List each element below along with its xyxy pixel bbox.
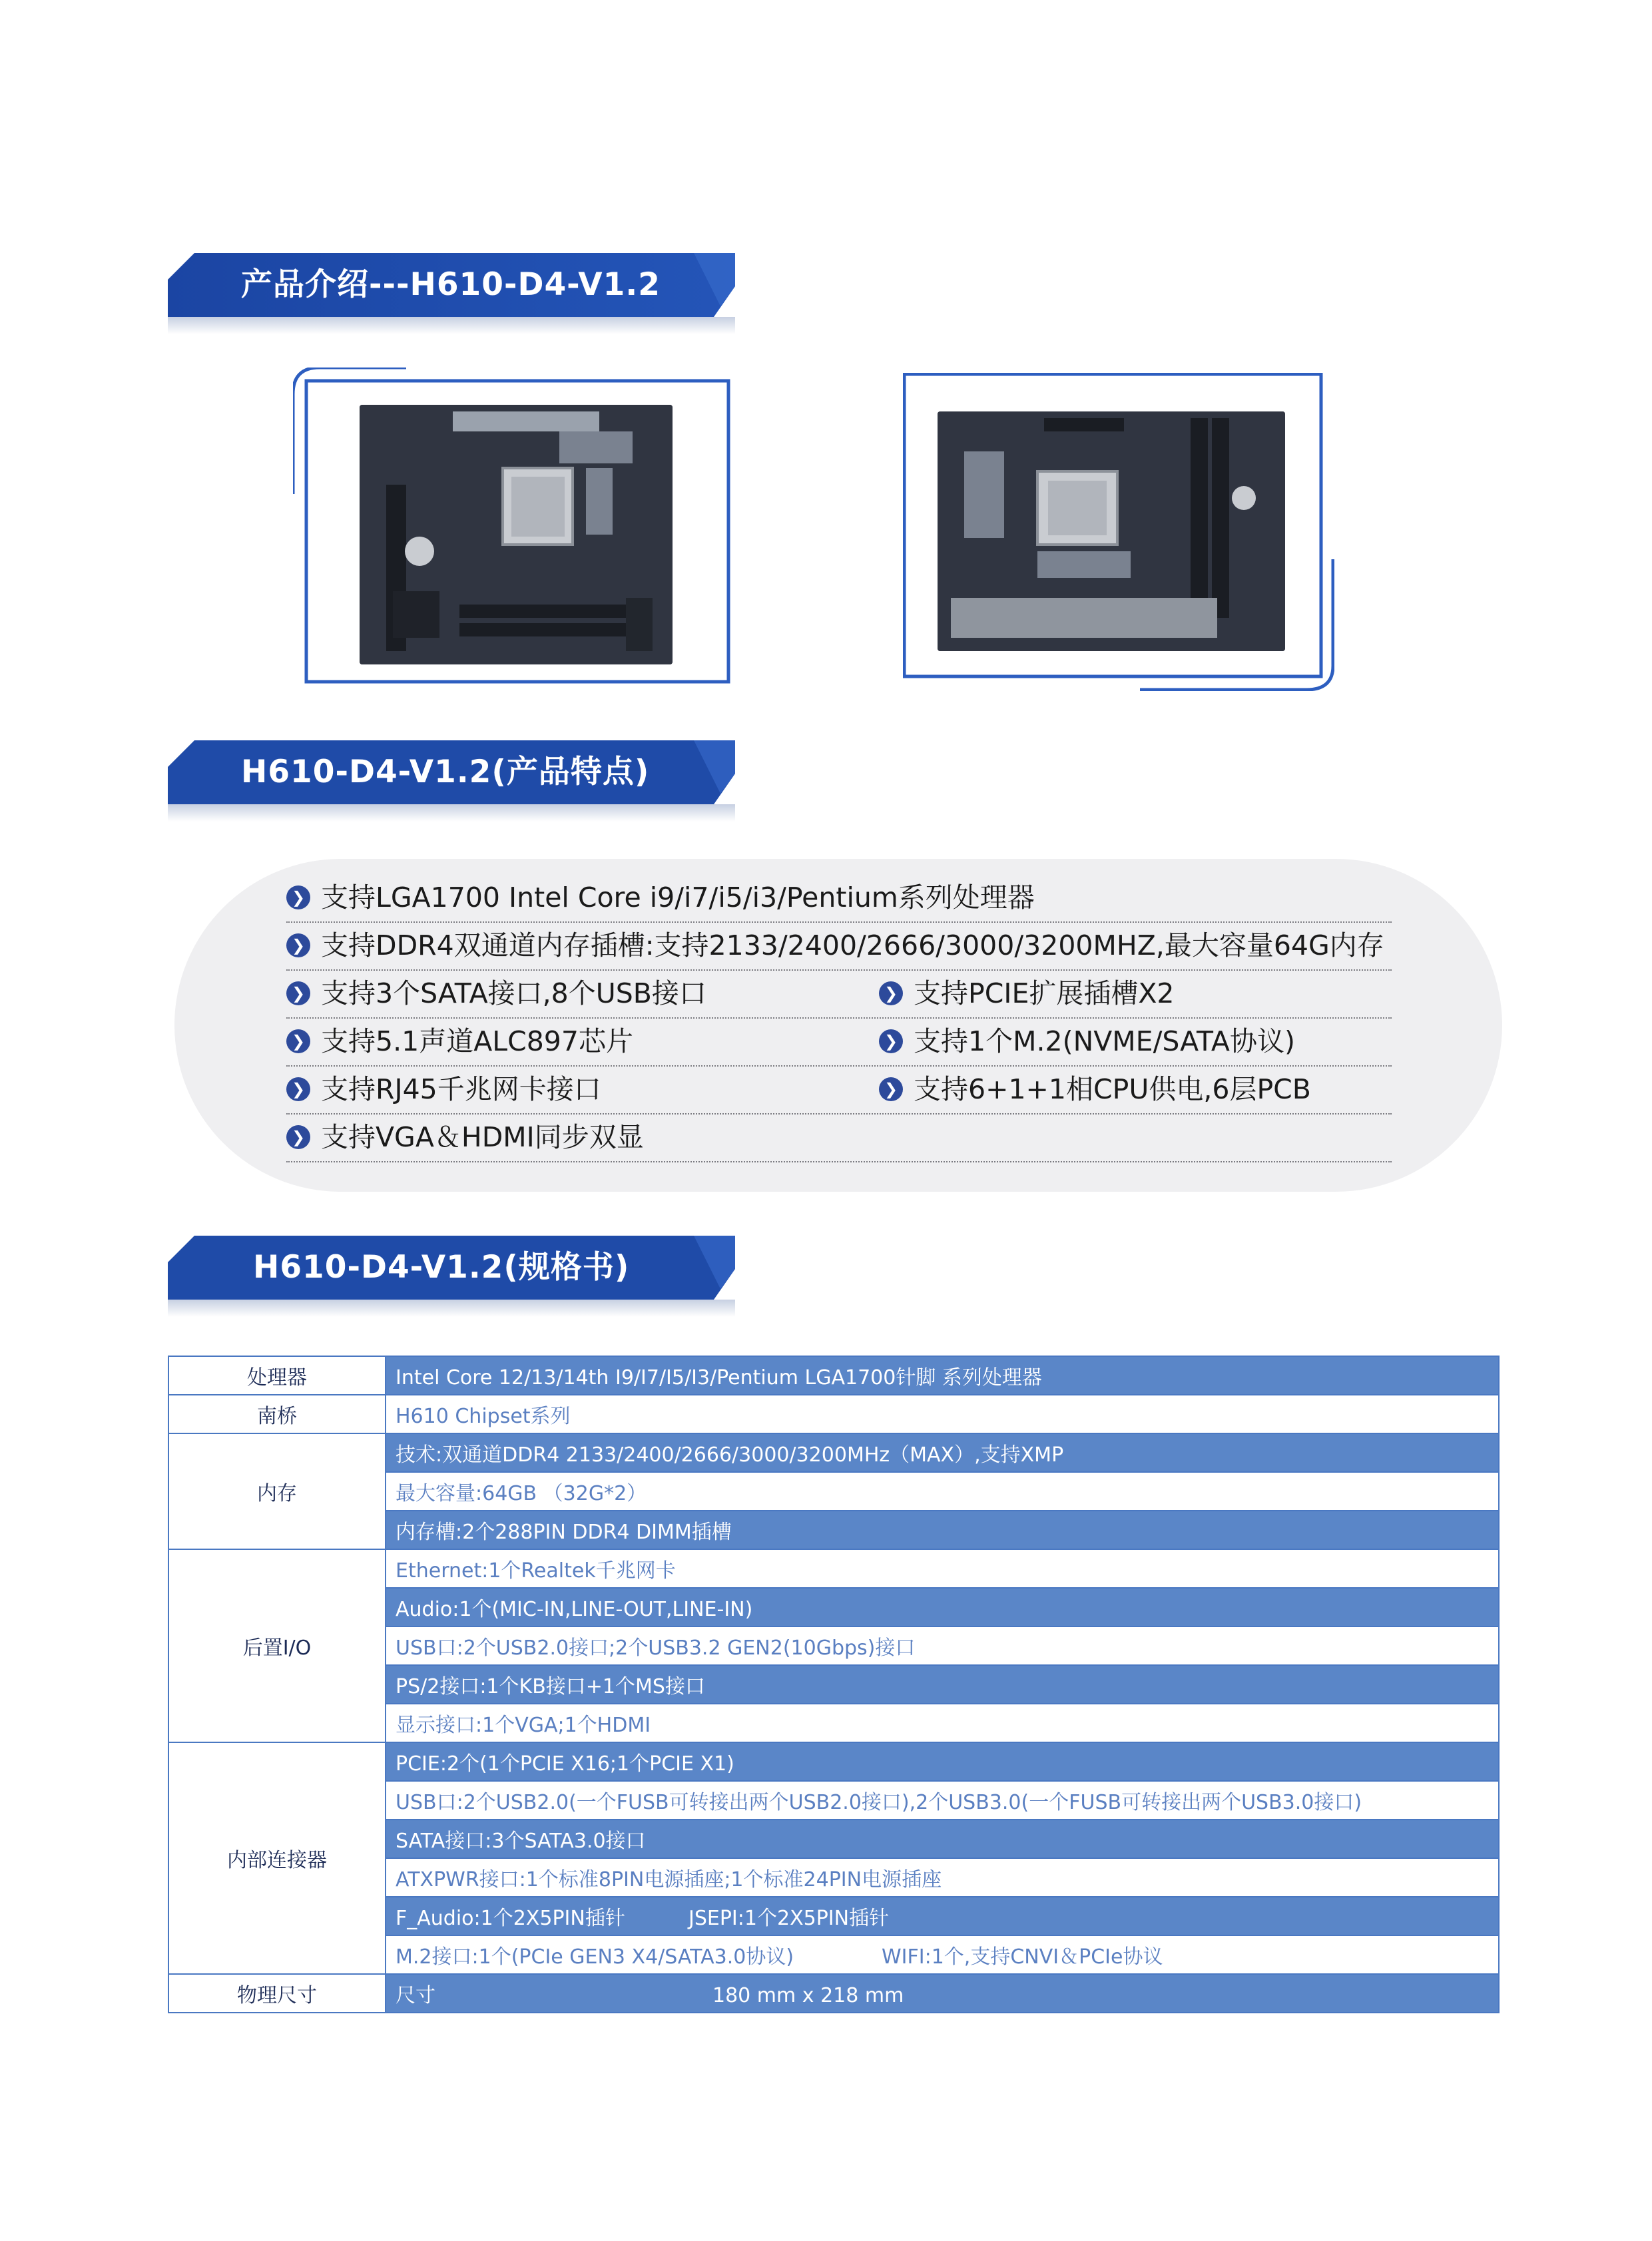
spec-value: Audio:1个(MIC-IN,LINE-OUT,LINE-IN): [386, 1588, 1499, 1626]
spec-value: USB口:2个USB2.0(一个FUSB可转接出两个USB2.0接口),2个USB3.0(一个FUSB可转接出两个USB3.0接口): [386, 1781, 1499, 1820]
feature-item: [286, 873, 1035, 921]
spec-value-pair: [386, 1897, 1499, 1935]
product-image-angle-view: [903, 373, 1334, 691]
spec-label-size: 物理尺寸: [168, 1974, 386, 2013]
motherboard-illustration: [360, 405, 673, 664]
spec-label-rear-io: 后置I/O: [168, 1549, 386, 1742]
feature-text: 支持1个M.2(NVME/SATA协议): [914, 1025, 1295, 1057]
feature-text: 支持DDR4双通道内存插槽:支持2133/2400/2666/3000/3200MHZ,最大容量64G内存: [321, 929, 1384, 961]
spec-value: JSEPI:1个2X5PIN插针: [688, 1907, 890, 1930]
spec-value: 内存槽:2个288PIN DDR4 DIMM插槽: [386, 1511, 1499, 1549]
spec-value: USB口:2个USB2.0接口;2个USB3.2 GEN2(10Gbps)接口: [386, 1626, 1499, 1665]
table-row: [168, 1974, 1499, 2013]
spec-value: 最大容量:64GB （32G*2）: [386, 1472, 1499, 1511]
feature-item: [286, 969, 706, 1017]
spec-value: H610 Chipset系列: [386, 1395, 1499, 1433]
chevron-right-icon: ❯: [286, 1029, 310, 1053]
feature-item: [879, 1065, 1311, 1113]
feature-text: 支持VGA＆HDMI同步双显: [321, 1121, 644, 1153]
spec-value: F_Audio:1个2X5PIN插针: [396, 1907, 625, 1930]
chevron-right-icon: ❯: [286, 933, 310, 957]
feature-text: 支持LGA1700 Intel Core i9/i7/i5/i3/Pentium系列处理器: [321, 881, 1035, 913]
spec-key: 尺寸: [396, 1984, 435, 2007]
chevron-right-icon: ❯: [286, 1125, 310, 1149]
spec-value-pair: [386, 1974, 1499, 2013]
chevron-right-icon: ❯: [286, 1077, 310, 1101]
table-row: [168, 1395, 1499, 1433]
section-banner-features: [168, 740, 735, 814]
motherboard-illustration: [938, 411, 1285, 651]
section-banner-spec: [168, 1236, 735, 1309]
section-title-spec: H610-D4-V1.2(规格书): [253, 1249, 630, 1286]
product-image-top-view: [293, 368, 732, 686]
feature-row: [286, 969, 1392, 1019]
spec-value: Ethernet:1个Realtek千兆网卡: [386, 1549, 1499, 1588]
feature-row: [286, 1017, 1392, 1067]
spec-value: 180 mm x 218 mm: [712, 1984, 904, 2007]
section-banner-intro: [168, 253, 735, 326]
chevron-right-icon: ❯: [879, 1077, 903, 1101]
spec-table: [168, 1356, 1500, 2013]
spec-value: Intel Core 12/13/14th I9/I7/I5/I3/Pentium LGA1700针脚 系列处理器: [386, 1356, 1499, 1395]
table-row: [168, 1356, 1499, 1395]
feature-row: [286, 1065, 1392, 1115]
feature-item: [286, 1017, 633, 1065]
spec-label-memory: 内存: [168, 1433, 386, 1549]
motherboard-photo: [938, 411, 1285, 651]
spec-label-internal: 内部连接器: [168, 1742, 386, 1974]
feature-row: [286, 1113, 1392, 1162]
spec-value: WIFI:1个,支持CNVI＆PCIe协议: [882, 1945, 1163, 1969]
section-title-intro: 产品介绍---H610-D4-V1.2: [241, 266, 661, 303]
feature-item: [286, 921, 1384, 969]
table-row: [168, 1742, 1499, 1781]
spec-value: M.2接口:1个(PCIe GEN3 X4/SATA3.0协议): [396, 1945, 794, 1969]
spec-value: SATA接口:3个SATA3.0接口: [386, 1820, 1499, 1858]
spec-label-cpu: 处理器: [168, 1356, 386, 1395]
motherboard-photo: [360, 405, 673, 664]
spec-label-southbridge: 南桥: [168, 1395, 386, 1433]
spec-value: 显示接口:1个VGA;1个HDMI: [386, 1704, 1499, 1742]
feature-row: [286, 873, 1392, 923]
feature-text: 支持3个SATA接口,8个USB接口: [321, 977, 706, 1009]
spec-value: PS/2接口:1个KB接口+1个MS接口: [386, 1665, 1499, 1704]
chevron-right-icon: ❯: [879, 981, 903, 1005]
table-row: [168, 1433, 1499, 1472]
spec-value-pair: [386, 1935, 1499, 1974]
feature-row: [286, 921, 1392, 971]
chevron-right-icon: ❯: [879, 1029, 903, 1053]
spec-value: PCIE:2个(1个PCIE X16;1个PCIE X1): [386, 1742, 1499, 1781]
feature-text: 支持PCIE扩展插槽X2: [914, 977, 1175, 1009]
feature-text: 支持6+1+1相CPU供电,6层PCB: [914, 1073, 1311, 1105]
chevron-right-icon: ❯: [286, 981, 310, 1005]
feature-item: [286, 1065, 601, 1113]
spec-value: 技术:双通道DDR4 2133/2400/2666/3000/3200MHz（MAX）,支持XMP: [386, 1433, 1499, 1472]
feature-text: 支持5.1声道ALC897芯片: [321, 1025, 633, 1057]
feature-text: 支持RJ45千兆网卡接口: [321, 1073, 601, 1105]
table-row: [168, 1549, 1499, 1588]
feature-item: [286, 1113, 644, 1161]
chevron-right-icon: ❯: [286, 885, 310, 909]
spec-value: ATXPWR接口:1个标准8PIN电源插座;1个标准24PIN电源插座: [386, 1858, 1499, 1897]
section-title-features: H610-D4-V1.2(产品特点): [241, 754, 650, 790]
feature-item: [879, 969, 1175, 1017]
feature-item: [879, 1017, 1295, 1065]
